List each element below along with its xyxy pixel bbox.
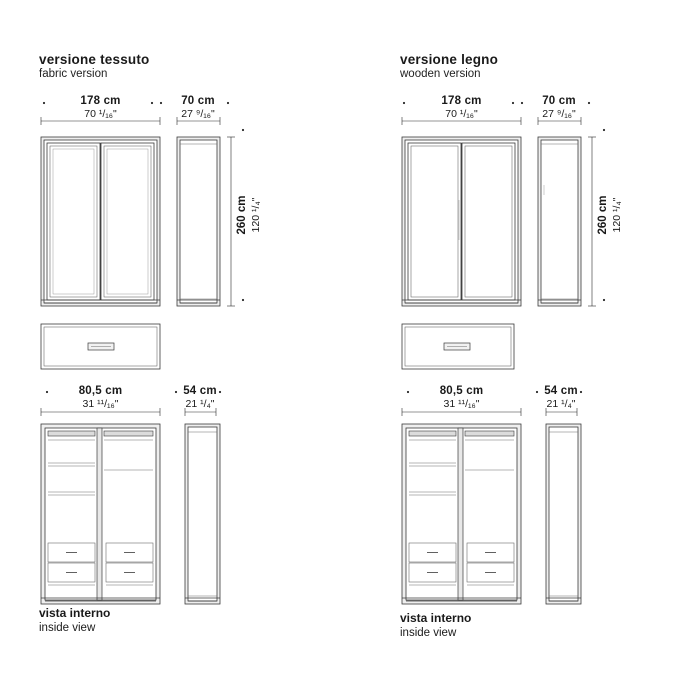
wooden-front-elevation bbox=[402, 137, 521, 306]
fabric-inside-view-caption: vista interno inside view bbox=[39, 606, 111, 634]
fabric-front-width-label: 178 cm 70 ¹/₁₆" bbox=[80, 95, 121, 120]
wooden-inside-depth-label: 54 cm 21 ¹/₄" bbox=[544, 385, 578, 410]
fabric-version-title bbox=[39, 52, 150, 81]
fabric-inside-view-side bbox=[185, 424, 220, 604]
fabric-side-depth-label: 70 cm 27 ⁹/₁₆" bbox=[181, 95, 215, 120]
fabric-inside-width-label: 80,5 cm 31 ¹¹/₁₆" bbox=[78, 385, 123, 410]
fabric-front-elevation bbox=[41, 137, 160, 306]
wooden-title-it: versione legno bbox=[400, 52, 499, 67]
fabric-title-it: versione tessuto bbox=[39, 52, 150, 67]
wooden-front-width-label: 178 cm 70 ¹/₁₆" bbox=[441, 95, 482, 120]
wooden-title-en: wooden version bbox=[400, 68, 481, 80]
fabric-side-elevation bbox=[177, 137, 220, 306]
wooden-inside-view-caption: vista interno inside view bbox=[400, 611, 472, 639]
wooden-version-title bbox=[400, 52, 498, 81]
wooden-side-depth-label: 70 cm 27 ⁹/₁₆" bbox=[542, 95, 576, 120]
wooden-version-drawing bbox=[402, 102, 605, 604]
wooden-height-label: 260 cm bbox=[597, 195, 609, 235]
wooden-inside-view-front bbox=[402, 424, 521, 604]
fabric-title-en: fabric version bbox=[39, 68, 108, 80]
fabric-top-view bbox=[41, 324, 160, 369]
wooden-height-label-inch: 120 ¹/₄" bbox=[611, 197, 623, 233]
fabric-inside-view-front bbox=[41, 424, 160, 604]
wooden-inside-view-side bbox=[546, 424, 581, 604]
fabric-height-label: 260 cm bbox=[236, 195, 248, 235]
wooden-side-elevation bbox=[538, 137, 581, 306]
wooden-top-view bbox=[402, 324, 514, 369]
fabric-inside-depth-label: 54 cm 21 ¹/₄" bbox=[183, 385, 217, 410]
fabric-height-label-inch: 120 ¹/₄" bbox=[250, 197, 262, 233]
fabric-version-drawing bbox=[41, 102, 244, 604]
wooden-inside-width-label: 80,5 cm 31 ¹¹/₁₆" bbox=[439, 385, 484, 410]
